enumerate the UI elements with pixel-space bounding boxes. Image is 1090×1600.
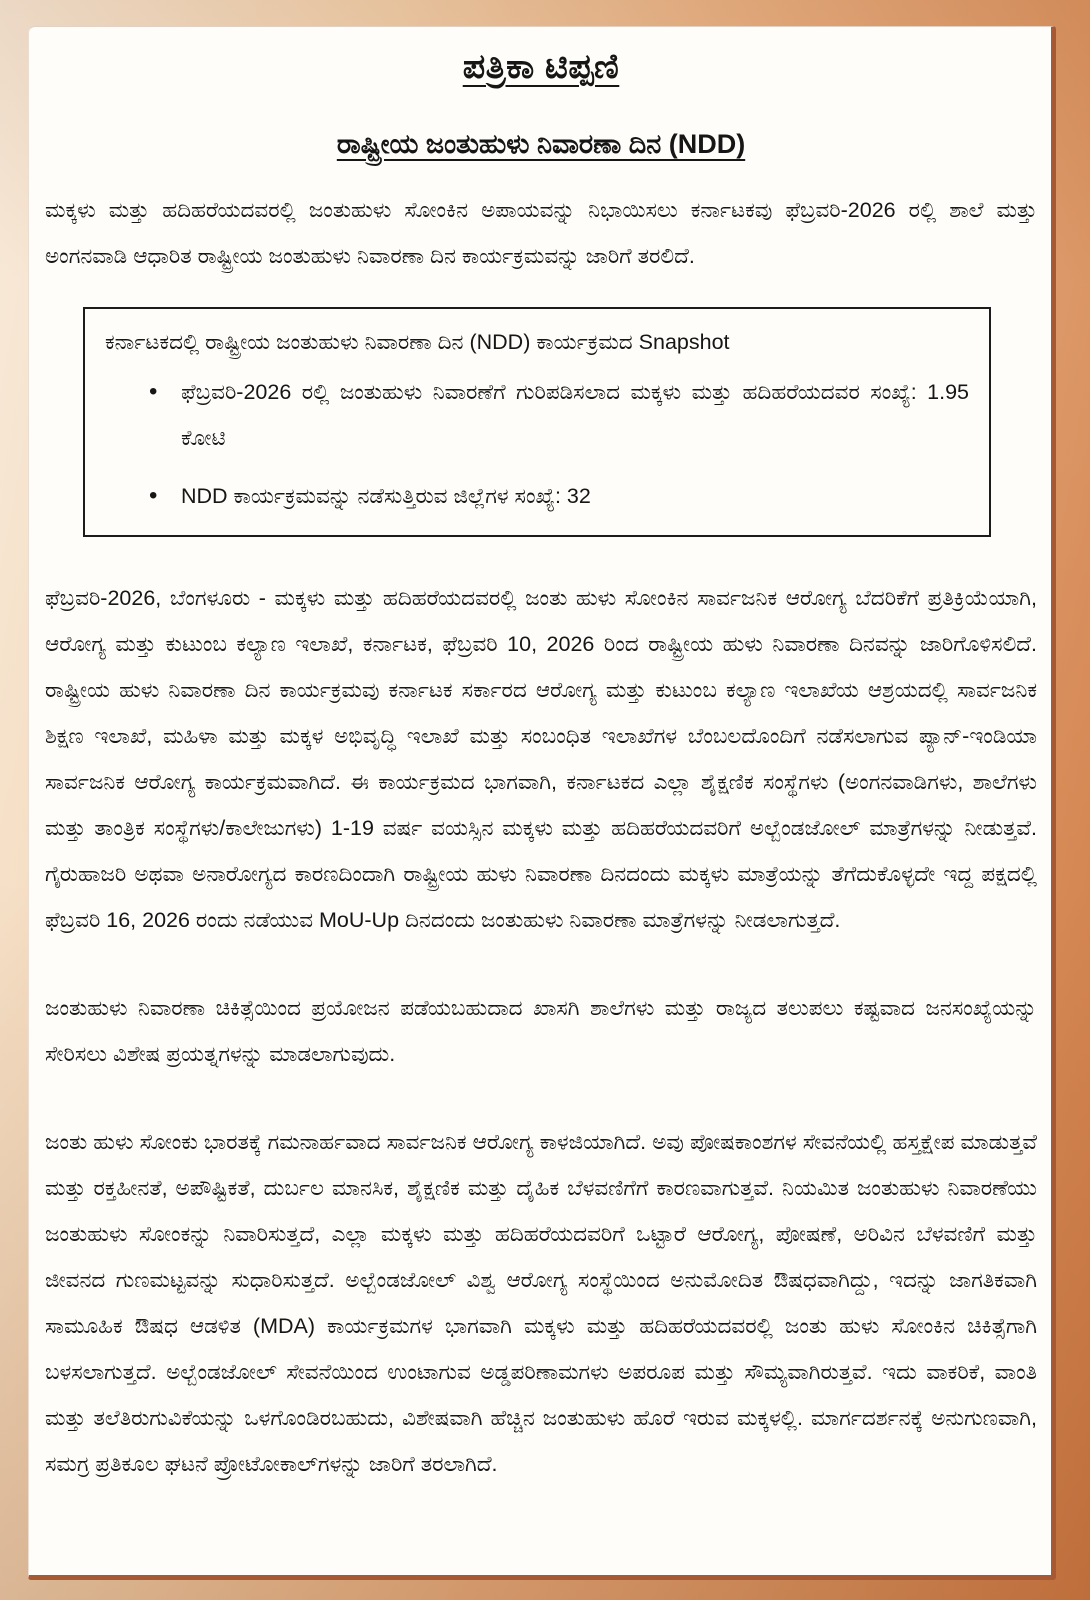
snapshot-heading: ಕರ್ನಾಟಕದಲ್ಲಿ ರಾಷ್ಟ್ರೀಯ ಜಂತುಹುಳು ನಿವಾರಣಾ ದಿನ (NDD) ಕಾರ್ಯಕ್ರಮದ Snapshot [105, 330, 730, 354]
snapshot-item-district-count [149, 473, 969, 519]
page-subtitle: ರಾಷ್ಟ್ರೀಯ ಜಂತುಹುಳು ನಿವಾರಣಾ ದಿನ (NDD) [336, 129, 746, 159]
document-sheet [28, 26, 1056, 1580]
intro-paragraph: ಮಕ್ಕಳು ಮತ್ತು ಹದಿಹರೆಯದವರಲ್ಲಿ ಜಂತುಹುಳು ಸೋಂಕಿನ ಅಪಾಯವನ್ನು ನಿಭಾಯಿಸಲು ಕರ್ನಾಟಕವು ಫೆಬ್ರವರಿ-2026 ರಲ್ಲಿ ಶಾಲೆ ಮತ್ತು ಅಂಗನವಾಡಿ ಆಧಾರಿತ ರಾಷ್ಟ್ರೀಯ ಜಂತುಹುಳು ನಿವಾರಣಾ ದಿನ ಕಾರ್ಯಕ್ರಮವನ್ನು ಜಾರಿಗೆ ತರಲಿದೆ. [45, 198, 1037, 268]
snapshot-box [83, 307, 991, 537]
bullet-icon: • [149, 378, 158, 405]
page-title: ಪತ್ರಿಕಾ ಟಿಪ್ಪಣಿ [462, 47, 620, 86]
snapshot-item-targeted-count [149, 369, 969, 461]
snapshot-list [105, 369, 969, 519]
snapshot-item-text: NDD ಕಾರ್ಯಕ್ರಮವನ್ನು ನಡೆಸುತ್ತಿರುವ ಜಿಲ್ಲೆಗಳ ಸಂಖ್ಯೆ: 32 [181, 484, 591, 508]
body-paragraph-1: ಫೆಬ್ರವರಿ-2026, ಬೆಂಗಳೂರು - ಮಕ್ಕಳು ಮತ್ತು ಹದಿಹರೆಯದವರಲ್ಲಿ ಜಂತು ಹುಳು ಸೋಂಕಿನ ಸಾರ್ವಜನಿಕ ಆರೋಗ್ಯ ಬೆದರಿಕೆಗೆ ಪ್ರತಿಕ್ರಿಯೆಯಾಗಿ, ಆರೋಗ್ಯ ಮತ್ತು ಕುಟುಂಬ ಕಲ್ಯಾಣ ಇಲಾಖೆ, ಕರ್ನಾಟಕ, ಫೆಬ್ರವರಿ 10, 2026 ರಿಂದ ರಾಷ್ಟ್ರೀಯ ಹುಳು ನಿವಾರಣಾ ದಿನವನ್ನು ಜಾರಿಗೊಳಿಸಲಿದೆ. ರಾಷ್ಟ್ರೀಯ ಹುಳು ನಿವಾರಣಾ ದಿನ ಕಾರ್ಯಕ್ರಮವು ಕರ್ನಾಟಕ ಸರ್ಕಾರದ ಆರೋಗ್ಯ ಮತ್ತು ಕುಟುಂಬ ಕಲ್ಯಾಣ ಇಲಾಖೆಯ ಆಶ್ರಯದಲ್ಲಿ ಸಾರ್ವಜನಿಕ ಶಿಕ್ಷಣ ಇಲಾಖೆ, ಮಹಿಳಾ ಮತ್ತು ಮಕ್ಕಳ ಅಭಿವೃದ್ಧಿ ಇಲಾಖೆ ಮತ್ತು ಸಂಬಂಧಿತ ಇಲಾಖೆಗಳ ಬೆಂಬಲದೊಂದಿಗೆ ನಡೆಸಲಾಗುವ ಪ್ಯಾನ್-ಇಂಡಿಯಾ ಸಾರ್ವಜನಿಕ ಆರೋಗ್ಯ ಕಾರ್ಯಕ್ರಮವಾಗಿದೆ. ಈ ಕಾರ್ಯಕ್ರಮದ ಭಾಗವಾಗಿ, ಕರ್ನಾಟಕದ ಎಲ್ಲಾ ಶೈಕ್ಷಣಿಕ ಸಂಸ್ಥೆಗಳು (ಅಂಗನವಾಡಿಗಳು, ಶಾಲೆಗಳು ಮತ್ತು ತಾಂತ್ರಿಕ ಸಂಸ್ಥೆಗಳು/ಕಾಲೇಜುಗಳು) 1-19 ವರ್ಷ ವಯಸ್ಸಿನ ಮಕ್ಕಳು ಮತ್ತು ಹದಿಹರೆಯದವರಿಗೆ ಅಲ್ಬೆಂಡಜೋಲ್ ಮಾತ್ರೆಗಳನ್ನು ನೀಡುತ್ತವೆ. ಗೈರುಹಾಜರಿ ಅಥವಾ ಅನಾರೋಗ್ಯದ ಕಾರಣದಿಂದಾಗಿ ರಾಷ್ಟ್ರೀಯ ಹುಳು ನಿವಾರಣಾ ದಿನದಂದು ಮಕ್ಕಳು ಮಾತ್ರೆಯನ್ನು ತೆಗೆದುಕೊಳ್ಳದೇ ಇದ್ದ ಪಕ್ಷದಲ್ಲಿ ಫೆಬ್ರವರಿ 16, 2026 ರಂದು ನಡೆಯುವ MoU-Up ದಿನದಂದು ಜಂತುಹುಳು ನಿವಾರಣಾ ಮಾತ್ರೆಗಳನ್ನು ನೀಡಲಾಗುತ್ತದೆ. [45, 586, 1037, 932]
bullet-icon: • [149, 482, 158, 509]
body-paragraph-2: ಜಂತುಹುಳು ನಿವಾರಣಾ ಚಿಕಿತ್ಸೆಯಿಂದ ಪ್ರಯೋಜನ ಪಡೆಯಬಹುದಾದ ಖಾಸಗಿ ಶಾಲೆಗಳು ಮತ್ತು ರಾಜ್ಯದ ತಲುಪಲು ಕಷ್ಟವಾದ ಜನಸಂಖ್ಯೆಯನ್ನು ಸೇರಿಸಲು ವಿಶೇಷ ಪ್ರಯತ್ನಗಳನ್ನು ಮಾಡಲಾಗುವುದು. [45, 996, 1037, 1066]
snapshot-item-text: ಫೆಬ್ರವರಿ-2026 ರಲ್ಲಿ ಜಂತುಹುಳು ನಿವಾರಣೆಗೆ ಗುರಿಪಡಿಸಲಾದ ಮಕ್ಕಳು ಮತ್ತು ಹದಿಹರೆಯದವರ ಸಂಖ್ಯೆ: 1.95 ಕೋಟಿ [181, 380, 969, 450]
body-paragraph-3: ಜಂತು ಹುಳು ಸೋಂಕು ಭಾರತಕ್ಕೆ ಗಮನಾರ್ಹವಾದ ಸಾರ್ವಜನಿಕ ಆರೋಗ್ಯ ಕಾಳಜಿಯಾಗಿದೆ. ಅವು ಪೋಷಕಾಂಶಗಳ ಸೇವನೆಯಲ್ಲಿ ಹಸ್ತಕ್ಷೇಪ ಮಾಡುತ್ತವೆ ಮತ್ತು ರಕ್ತಹೀನತೆ, ಅಪೌಷ್ಟಿಕತೆ, ದುರ್ಬಲ ಮಾನಸಿಕ, ಶೈಕ್ಷಣಿಕ ಮತ್ತು ದೈಹಿಕ ಬೆಳವಣಿಗೆಗೆ ಕಾರಣವಾಗುತ್ತವೆ. ನಿಯಮಿತ ಜಂತುಹುಳು ನಿವಾರಣೆಯು ಜಂತುಹುಳು ಸೋಂಕನ್ನು ನಿವಾರಿಸುತ್ತದೆ, ಎಲ್ಲಾ ಮಕ್ಕಳು ಮತ್ತು ಹದಿಹರೆಯದವರಿಗೆ ಒಟ್ಟಾರೆ ಆರೋಗ್ಯ, ಪೋಷಣೆ, ಅರಿವಿನ ಬೆಳವಣಿಗೆ ಮತ್ತು ಜೀವನದ ಗುಣಮಟ್ಟವನ್ನು ಸುಧಾರಿಸುತ್ತದೆ. ಅಲ್ಬೆಂಡಜೋಲ್ ವಿಶ್ವ ಆರೋಗ್ಯ ಸಂಸ್ಥೆಯಿಂದ ಅನುಮೋದಿತ ಔಷಧವಾಗಿದ್ದು, ಇದನ್ನು ಜಾಗತಿಕವಾಗಿ ಸಾಮೂಹಿಕ ಔಷಧ ಆಡಳಿತ (MDA) ಕಾರ್ಯಕ್ರಮಗಳ ಭಾಗವಾಗಿ ಮಕ್ಕಳು ಮತ್ತು ಹದಿಹರೆಯದವರಲ್ಲಿ ಜಂತು ಹುಳು ಸೋಂಕಿನ ಚಿಕಿತ್ಸೆಗಾಗಿ ಬಳಸಲಾಗುತ್ತದೆ. ಅಲ್ಬೆಂಡಜೋಲ್ ಸೇವನೆಯಿಂದ ಉಂಟಾಗುವ ಅಡ್ಡಪರಿಣಾಮಗಳು ಅಪರೂಪ ಮತ್ತು ಸೌಮ್ಯವಾಗಿರುತ್ತವೆ. ಇದು ವಾಕರಿಕೆ, ವಾಂತಿ ಮತ್ತು ತಲೆತಿರುಗುವಿಕೆಯನ್ನು ಒಳಗೊಂಡಿರಬಹುದು, ವಿಶೇಷವಾಗಿ ಹೆಚ್ಚಿನ ಜಂತುಹುಳು ಹೊರೆ ಇರುವ ಮಕ್ಕಳಲ್ಲಿ. ಮಾರ್ಗದರ್ಶನಕ್ಕೆ ಅನುಗುಣವಾಗಿ, ಸಮಗ್ರ ಪ್ರತಿಕೂಲ ಘಟನೆ ಪ್ರೋಟೋಕಾಲ್‌ಗಳನ್ನು ಜಾರಿಗೆ ತರಲಾಗಿದೆ. [45, 1130, 1037, 1476]
